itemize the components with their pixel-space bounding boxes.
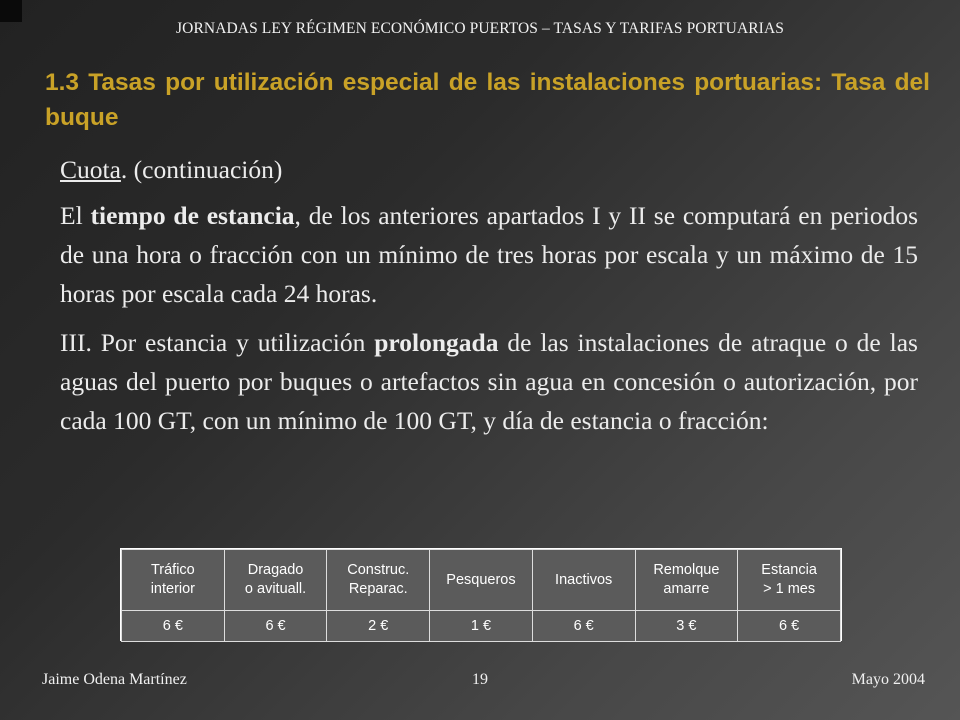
header-cell-pesqueros: Pesqueros bbox=[430, 550, 533, 611]
header-cell-inactivos: Inactivos bbox=[532, 550, 635, 611]
header-cell-remolque: Remolque amarre bbox=[635, 550, 738, 611]
paragraph2-rest: de las instalaciones de atraque o de las aguas del puerto por buques o artefactos sin agua en concesión o autorización, por cada 100 GT, con un mínimo de 100 GT, y día de estancia o fracción: bbox=[60, 328, 918, 435]
slide-header: JORNADAS LEY RÉGIMEN ECONÓMICO PUERTOS – TASAS Y TARIFAS PORTUARIAS bbox=[176, 20, 784, 37]
footer-author: Jaime Odena Martínez bbox=[42, 671, 187, 688]
corner-mark bbox=[0, 0, 22, 22]
paragraph-prolonged-stay bbox=[60, 323, 918, 440]
paragraph1-lead: El bbox=[60, 201, 91, 230]
value-cell: 2 € bbox=[327, 611, 430, 642]
value-cell: 6 € bbox=[122, 611, 225, 642]
value-cell: 6 € bbox=[532, 611, 635, 642]
paragraph2-bold: prolongada bbox=[374, 328, 499, 357]
subheading-rest: . (continuación) bbox=[120, 155, 283, 184]
subheading-underlined: Cuota bbox=[60, 155, 121, 184]
footer-page-number: 19 bbox=[472, 671, 488, 688]
fee-table-header-row bbox=[122, 550, 841, 611]
slide-body bbox=[60, 150, 918, 450]
header-cell-estancia: Estancia > 1 mes bbox=[738, 550, 841, 611]
fee-table bbox=[120, 548, 842, 641]
footer-date: Mayo 2004 bbox=[851, 671, 925, 688]
paragraph-stay-time bbox=[60, 196, 918, 313]
header-cell-construc: Construc. Reparac. bbox=[327, 550, 430, 611]
value-cell: 3 € bbox=[635, 611, 738, 642]
value-cell: 6 € bbox=[738, 611, 841, 642]
paragraph1-bold: tiempo de estancia bbox=[90, 201, 295, 230]
header-cell-trafico: Tráfico interior bbox=[122, 550, 225, 611]
value-cell: 1 € bbox=[430, 611, 533, 642]
value-cell: 6 € bbox=[224, 611, 327, 642]
subheading bbox=[60, 150, 918, 189]
slide-title: 1.3 Tasas por utilización especial de las instalaciones portuarias: Tasa del buque bbox=[45, 69, 930, 131]
paragraph1-rest: , de los anteriores apartados I y II se computará en periodos de una hora o fracción con un mínimo de tres horas por escala y un máximo de 15 horas por escala cada 24 horas. bbox=[60, 201, 919, 308]
paragraph2-lead: III. Por estancia y utilización bbox=[60, 328, 375, 357]
fee-table-value-row bbox=[122, 611, 841, 642]
header-cell-dragado: Dragado o avituall. bbox=[224, 550, 327, 611]
